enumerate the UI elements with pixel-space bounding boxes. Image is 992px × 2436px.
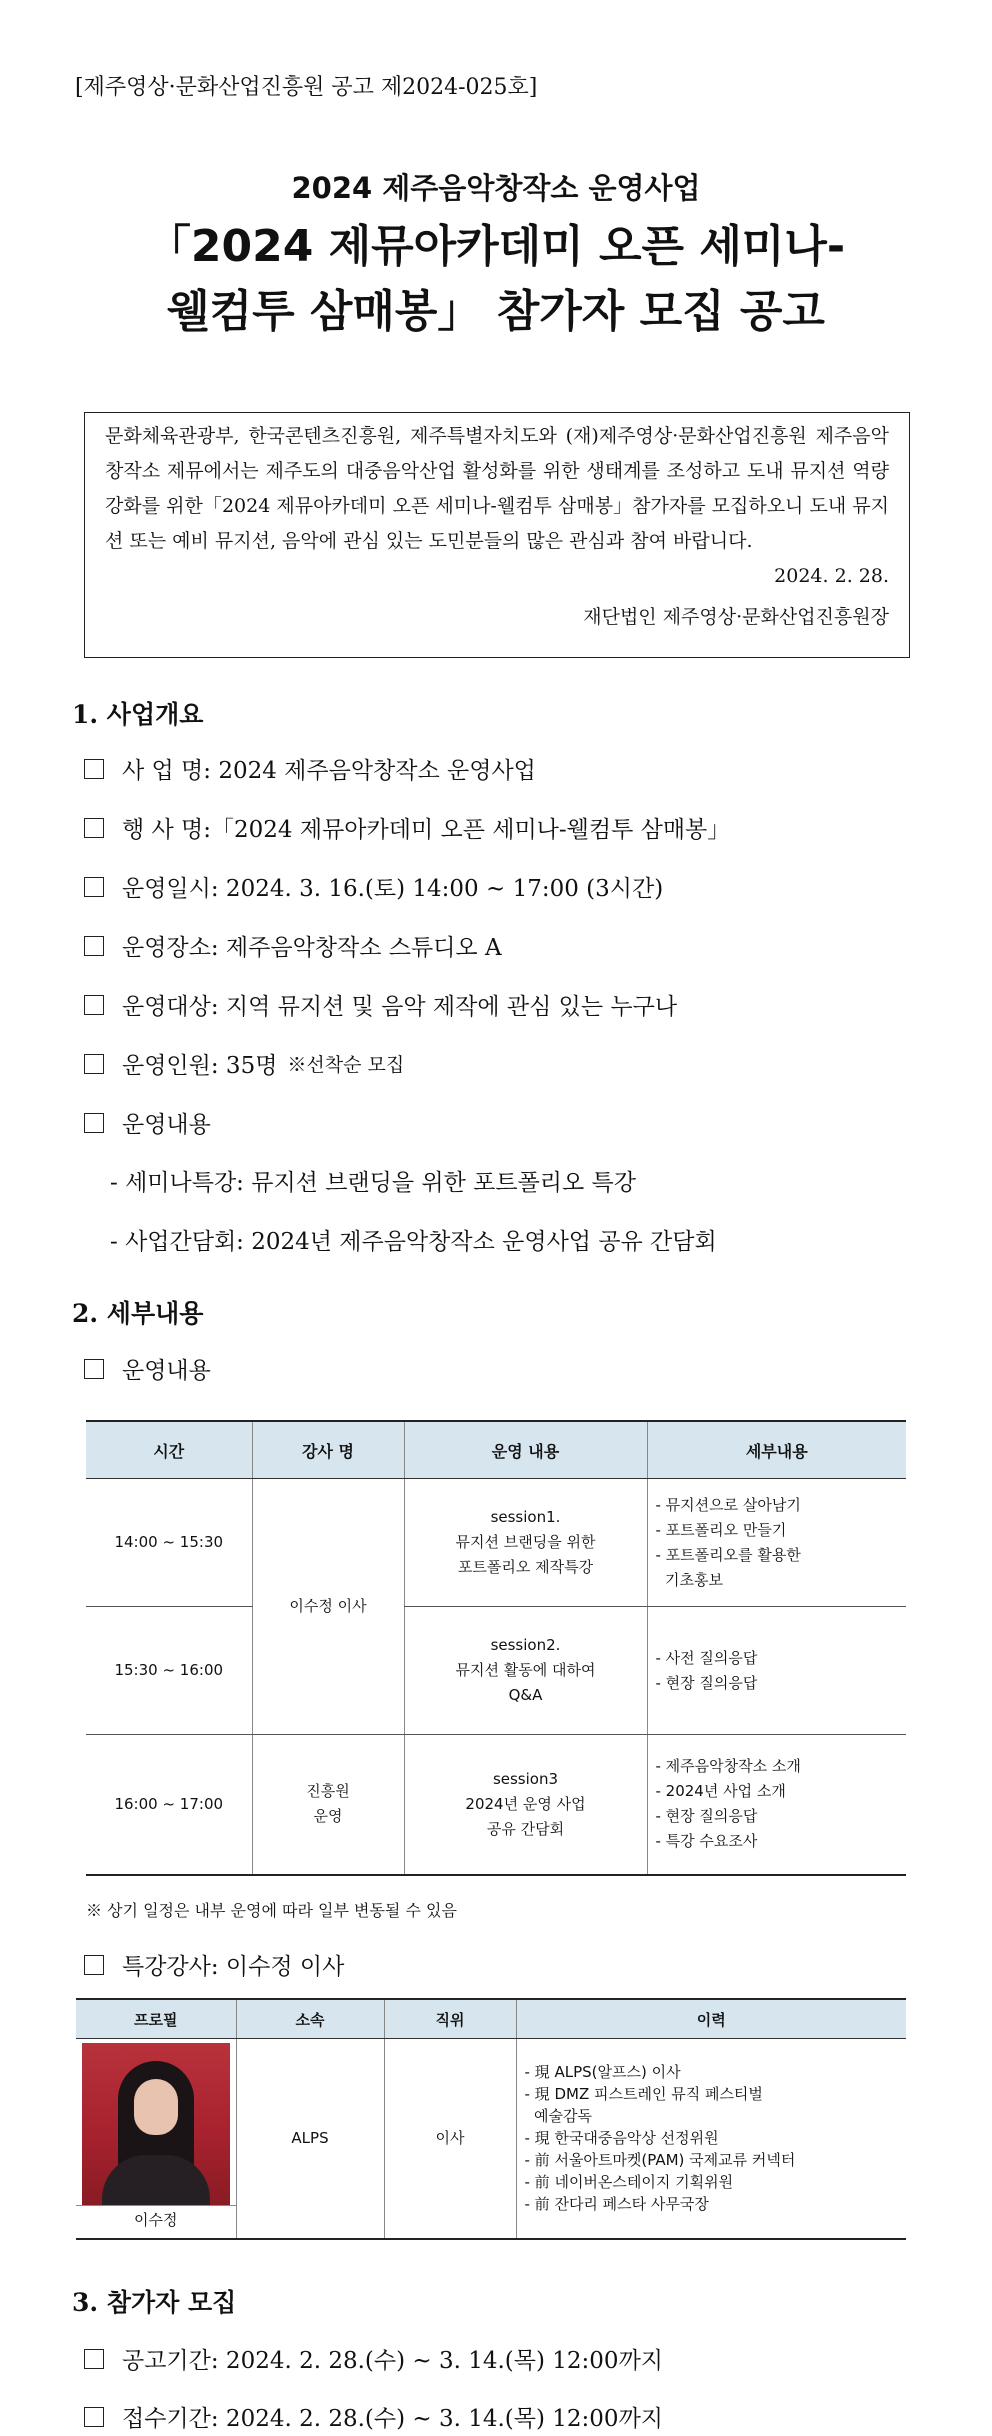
table-row — [86, 1479, 906, 1607]
column-header: 운영 내용 — [404, 1421, 647, 1479]
checkbox-icon — [84, 818, 104, 838]
overview-item: 사 업 명: 2024 제주음악창작소 운영사업 — [84, 752, 536, 785]
checkbox-icon — [84, 1054, 104, 1074]
instructor-cell: 이수정 이사 — [252, 1479, 404, 1735]
checkbox-icon — [84, 1113, 104, 1133]
content-cell: session3 2024년 운영 사업 공유 간담회 — [404, 1735, 647, 1875]
career-cell: - 現 ALPS(알프스) 이사 - 現 DMZ 피스트레인 뮤직 페스티벌 예술감독 - 現 한국대중음악상 선정위원 - 前 서울아트마켓(PAM) 국제교류 커넥터 - 前 네이버온스테이지 기획위원 - 前 잔다리 페스타 사무국장 — [516, 2039, 906, 2239]
checkbox-icon — [84, 2407, 104, 2427]
column-header: 강사 명 — [252, 1421, 404, 1479]
capacity-note: ※선착순 모집 — [287, 1054, 405, 1076]
overview-item: 운영대상: 지역 뮤지션 및 음악 제작에 관심 있는 누구나 — [84, 988, 677, 1021]
profile-cell — [76, 2039, 236, 2239]
notice-date: 2024. 2. 28. — [774, 565, 889, 587]
overview-item: 운영장소: 제주음악창작소 스튜디오 A — [84, 929, 502, 962]
checkbox-icon — [84, 995, 104, 1015]
section2-heading: 2. 세부내용 — [72, 1299, 204, 1328]
lecturer-profile-table — [76, 1998, 906, 2240]
overview-item-content: 운영내용 — [84, 1106, 211, 1139]
column-header: 직위 — [384, 1999, 516, 2039]
notice-issuer: 재단법인 제주영상·문화산업진흥원장 — [583, 606, 889, 628]
column-header: 세부내용 — [647, 1421, 906, 1479]
content-subitem: - 사업간담회: 2024년 제주음악창작소 운영사업 공유 간담회 — [110, 1229, 717, 1255]
recruit-item: 공고기간: 2024. 2. 28.(수) ~ 3. 14.(목) 12:00까지 — [84, 2342, 663, 2375]
overview-item: 운영일시: 2024. 3. 16.(토) 14:00 ~ 17:00 (3시간) — [84, 870, 663, 903]
content-subitem: - 세미나특강: 뮤지션 브랜딩을 위한 포트폴리오 특강 — [110, 1170, 636, 1196]
column-header: 이력 — [516, 1999, 906, 2039]
profile-name: 이수정 — [76, 2205, 236, 2234]
column-header: 프로필 — [76, 1999, 236, 2039]
profile-photo — [82, 2043, 230, 2205]
checkbox-icon — [84, 2349, 104, 2369]
table-row — [86, 1735, 906, 1875]
section1-heading: 1. 사업개요 — [72, 700, 204, 729]
schedule-footnote: ※ 상기 일정은 내부 운영에 따라 일부 변동될 수 있음 — [86, 1901, 457, 1920]
table-row — [76, 2039, 906, 2239]
overview-item-capacity: 운영인원: 35명 ※선착순 모집 — [84, 1047, 404, 1080]
checkbox-icon — [84, 1359, 104, 1379]
checkbox-icon — [84, 1955, 104, 1975]
table-header-row — [76, 1999, 906, 2039]
position-cell: 이사 — [384, 2039, 516, 2239]
details-cell: - 사전 질의응답 - 현장 질의응답 — [647, 1607, 906, 1735]
notice-number: [제주영상·문화산업진흥원 공고 제2024-025호] — [75, 75, 538, 100]
recruit-item: 접수기간: 2024. 2. 28.(수) ~ 3. 14.(목) 12:00까지 — [84, 2400, 663, 2433]
overview-item: 행 사 명:「2024 제뮤아카데미 오픈 세미나-웰컴투 삼매봉」 — [84, 811, 730, 844]
checkbox-icon — [84, 936, 104, 956]
schedule-table — [86, 1420, 906, 1876]
affiliation-cell: ALPS — [236, 2039, 384, 2239]
page-title-line2: 웰컴투 삼매봉」 참가자 모집 공고 — [167, 286, 825, 337]
instructor-cell: 진흥원 운영 — [252, 1735, 404, 1875]
section3-heading: 3. 참가자 모집 — [72, 2288, 237, 2317]
checkbox-icon — [84, 877, 104, 897]
time-cell: 16:00 ~ 17:00 — [86, 1735, 252, 1875]
detail-content-label: 운영내용 — [84, 1352, 211, 1385]
intro-box — [84, 412, 910, 658]
content-cell: session1. 뮤지션 브랜딩을 위한 포트폴리오 제작특강 — [404, 1479, 647, 1607]
table-row — [86, 1607, 906, 1735]
page-subtitle: 2024 제주음악창작소 운영사업 — [291, 171, 701, 205]
page-title-line1: 「2024 제뮤아카데미 오픈 세미나- — [146, 221, 846, 272]
lecturer-label: 특강강사: 이수정 이사 — [84, 1948, 344, 1981]
table-header-row — [86, 1421, 906, 1479]
column-header: 시간 — [86, 1421, 252, 1479]
checkbox-icon — [84, 759, 104, 779]
details-cell: - 제주음악창작소 소개 - 2024년 사업 소개 - 현장 질의응답 - 특강 수요조사 — [647, 1735, 906, 1875]
intro-text: 문화체육관광부, 한국콘텐츠진흥원, 제주특별자치도와 (재)제주영상·문화산업진흥원 제주음악창작소 제뮤에서는 제주도의 대중음악산업 활성화를 위한 생태계를 조성하고 도내 뮤지션 역량 강화를 위한「2024 제뮤아카데미 오픈 세미나-웰컴투 삼매봉」참가자를 모집하오니 도내 뮤지션 또는 예비 뮤지션, 음악에 관심 있는 도민분들의 많은 관심과 참여 바랍니다. — [105, 425, 889, 552]
content-cell: session2. 뮤지션 활동에 대하여 Q&A — [404, 1607, 647, 1735]
time-cell: 14:00 ~ 15:30 — [86, 1479, 252, 1607]
details-cell: - 뮤지션으로 살아남기 - 포트폴리오 만들기 - 포트폴리오를 활용한 기초홍보 — [647, 1479, 906, 1607]
time-cell: 15:30 ~ 16:00 — [86, 1607, 252, 1735]
column-header: 소속 — [236, 1999, 384, 2039]
